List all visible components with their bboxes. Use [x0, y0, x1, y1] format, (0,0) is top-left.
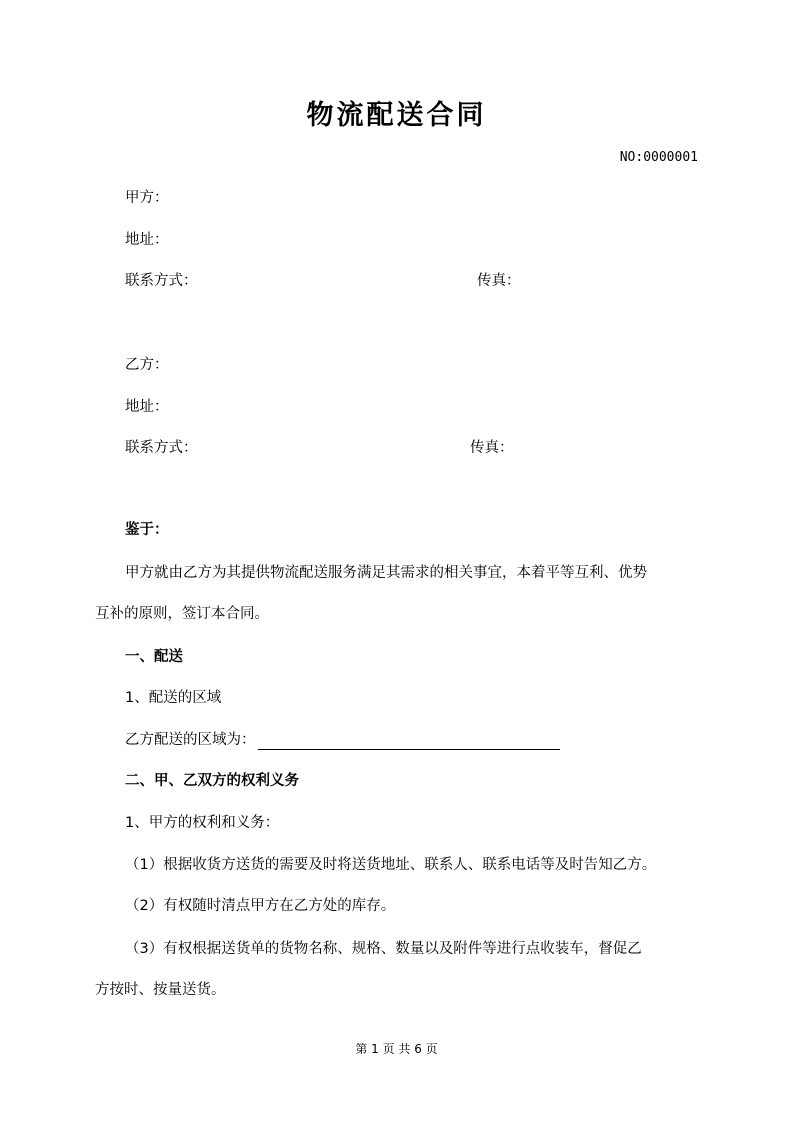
delivery-area-blank: [258, 731, 560, 750]
party-b-fax-label: 传真：: [470, 440, 514, 456]
party-b-label: 乙方：: [125, 357, 169, 373]
preamble-heading: 鉴于：: [125, 522, 169, 538]
contract-number: NO:0000001: [619, 150, 698, 165]
section-1-subheading: 1、配送的区域: [125, 690, 222, 706]
party-a-contact-label: 联系方式：: [125, 273, 198, 289]
page-footer: 第 1 页 共 6 页: [355, 1042, 438, 1056]
party-a-duty-item-2: （2）有权随时清点甲方在乙方处的库存。: [125, 898, 396, 914]
party-b-contact-label: 联系方式：: [125, 440, 198, 456]
party-a-address-label: 地址：: [125, 232, 169, 248]
party-b-address-label: 地址：: [125, 399, 169, 415]
party-a-label: 甲方：: [125, 190, 169, 206]
party-a-duty-item-1: （1）根据收货方送货的需要及时将送货地址、联系人、联系电话等及时告知乙方。: [125, 857, 657, 873]
delivery-area-label: 乙方配送的区域为：: [125, 732, 256, 748]
party-a-duty-item-3-line-2: 方按时、按量送货。: [95, 982, 226, 998]
party-a-duty-item-3-line-1: （3）有权根据送货单的货物名称、规格、数量以及附件等进行点收装车，督促乙: [125, 941, 642, 957]
delivery-area-line: [125, 730, 560, 750]
section-2-subheading: 1、甲方的权利和义务：: [125, 815, 280, 831]
preamble-text-line-1: 甲方就由乙方为其提供物流配送服务满足其需求的相关事宜，本着平等互利、优势: [125, 565, 647, 581]
section-1-heading: 一、配送: [125, 649, 183, 665]
section-2-heading: 二、甲、乙双方的权利义务: [125, 773, 299, 789]
contract-title: 物流配送合同: [306, 100, 487, 131]
preamble-text-line-2: 互补的原则，签订本合同。: [95, 606, 269, 622]
party-a-fax-label: 传真：: [477, 273, 521, 289]
